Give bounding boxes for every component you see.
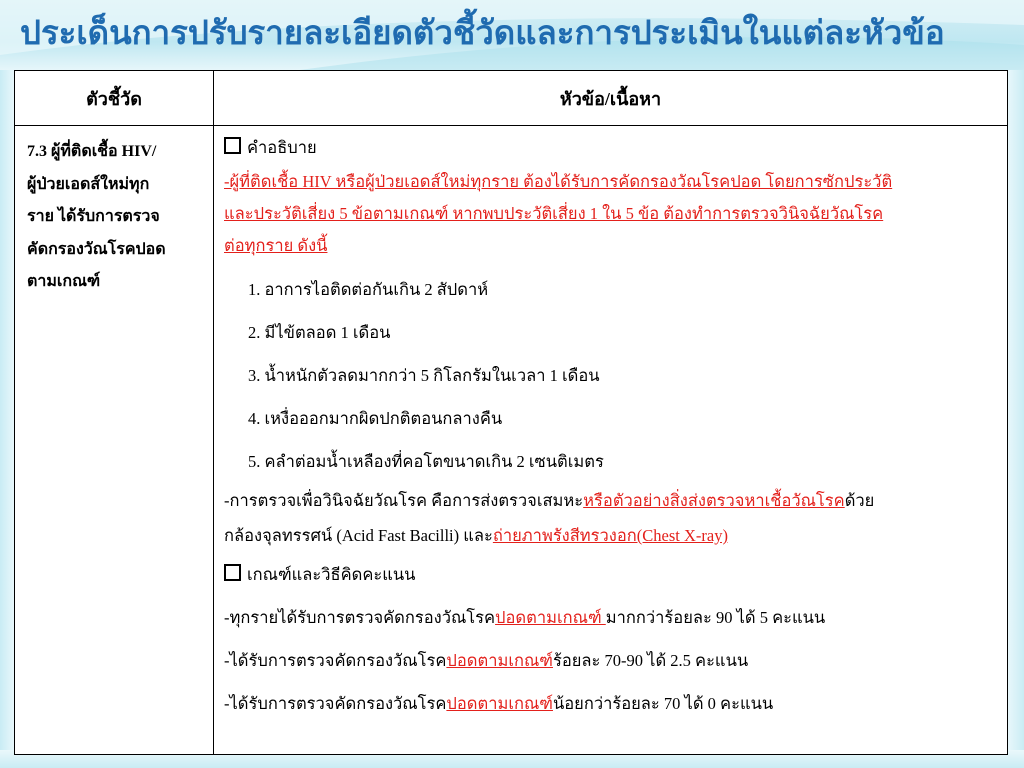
- criteria-heading: [224, 553, 1001, 596]
- header-indicator: ตัวชี้วัด: [15, 71, 214, 126]
- diagnosis-text: ด้วย: [844, 491, 875, 510]
- slide-title: ประเด็นการปรับรายละเอียดตัวชี้วัดและการประเมินในแต่ละหัวข้อ: [20, 16, 945, 52]
- criteria-red-text: ปอดตามเกณฑ์: [446, 694, 553, 713]
- checkbox-icon: [224, 564, 241, 581]
- criteria-text: -ทุกรายได้รับการตรวจคัดกรองวัณโรค: [224, 608, 496, 627]
- indicator-line: ผู้ป่วยเอดส์ใหม่ทุก: [27, 175, 150, 193]
- table-header-row: [15, 71, 1008, 126]
- criteria-text: -ได้รับการตรวจคัดกรองวัณโรค: [224, 694, 447, 713]
- criteria-text: มากกว่าร้อยละ 90 ได้ 5 คะแนน: [605, 608, 826, 627]
- indicator-cell: [15, 126, 214, 755]
- criteria-text: ร้อยละ 70-90 ได้ 2.5 คะแนน: [552, 651, 749, 670]
- indicator-table: [14, 70, 1008, 755]
- criteria-item: [224, 682, 1001, 725]
- risk-item: 4. เหงื่อออกมากผิดปกติตอนกลางคืน: [248, 409, 503, 428]
- risk-item: 5. คลำต่อมน้ำเหลืองที่คอโตขนาดเกิน 2 เซนติเมตร: [248, 452, 604, 471]
- diagnosis-line-2: [224, 518, 1001, 553]
- checkbox-icon: [224, 137, 241, 154]
- criteria-text: -ได้รับการตรวจคัดกรองวัณโรค: [224, 651, 447, 670]
- criteria-red-text: ปอดตามเกณฑ์: [446, 651, 553, 670]
- indicator-line: 7.3 ผู้ที่ติดเชื้อ HIV/: [27, 143, 157, 160]
- criteria-text: น้อยกว่าร้อยละ 70 ได้ 0 คะแนน: [552, 694, 774, 713]
- explanation-heading-text: คำอธิบาย: [247, 138, 317, 157]
- left-border-decoration: [0, 70, 14, 768]
- header-topic-content: หัวข้อ/เนื้อหา: [214, 71, 1008, 126]
- diagnosis-red-text: หรือตัวอย่างสิ่งส่งตรวจหาเชื้อวัณโรค: [583, 491, 845, 510]
- indicator-line: ตามเกณฑ์: [27, 273, 101, 290]
- diagnosis-red-text: ถ่ายภาพรังสีทรวงอก(Chest X-ray): [492, 526, 728, 545]
- indicator-line: ราย ได้รับการตรวจ: [27, 208, 160, 225]
- explanation-heading: [224, 130, 1001, 166]
- explanation-red-line: ต่อทุกราย ดังนี้: [224, 236, 328, 255]
- explanation-red-line: และประวัติเสี่ยง 5 ข้อตามเกณฑ์ หากพบประวัติเสี่ยง 1 ใน 5 ข้อ ต้องทำการตรวจวินิจฉัยวัณโรค: [224, 204, 884, 223]
- criteria-item: [224, 639, 1001, 682]
- table-row: [15, 126, 1008, 755]
- right-border-decoration: [1008, 70, 1024, 768]
- criteria-heading-text: เกณฑ์และวิธีคิดคะแนน: [247, 565, 416, 584]
- diagnosis-text: กล้องจุลทรรศน์ (Acid Fast Bacilli) และ: [224, 526, 493, 545]
- diagnosis-line-1: [224, 483, 1001, 518]
- explanation-red-line: -ผู้ที่ติดเชื้อ HIV หรือผู้ป่วยเอดส์ใหม่ทุกราย ต้องได้รับการคัดกรองวัณโรคปอด โดยการซักประวัติ: [224, 172, 893, 191]
- risk-item: 2. มีไข้ตลอด 1 เดือน: [248, 323, 391, 342]
- criteria-item: [224, 596, 1001, 639]
- content-cell: [214, 126, 1008, 755]
- criteria-red-text: ปอดตามเกณฑ์: [495, 608, 606, 627]
- diagnosis-text: -การตรวจเพื่อวินิจฉัยวัณโรค คือการส่งตรวจเสมหะ: [224, 491, 584, 510]
- risk-item: 1. อาการไอติดต่อกันเกิน 2 สัปดาห์: [248, 280, 489, 299]
- risk-item: 3. น้ำหนักตัวลดมากกว่า 5 กิโลกรัมในเวลา 1 เดือน: [248, 366, 600, 385]
- indicator-line: คัดกรองวัณโรคปอด: [27, 240, 166, 258]
